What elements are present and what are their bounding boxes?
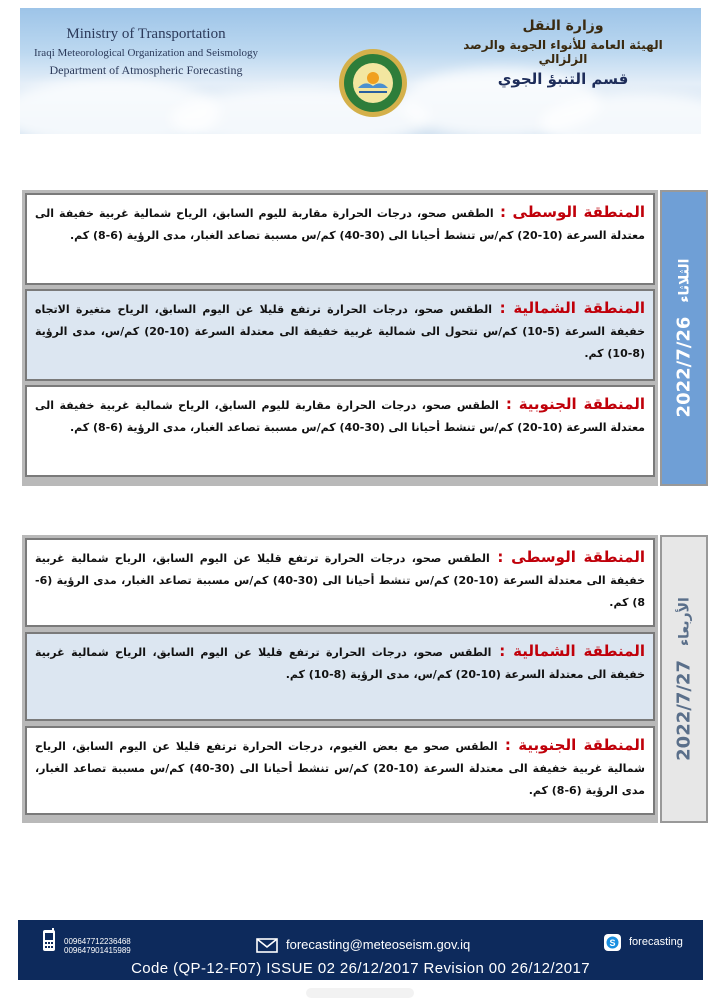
region-forecast-text: الطقس صحو، درجات الحرارة ترتفع قليلا عن اليوم السابق، الرياح شمالية غربية خفيفة الى معتدلة السرعة (10-20) كم/س، مدى الرؤية (8-10) كم. xyxy=(35,646,645,681)
skype-handle[interactable]: forecasting xyxy=(629,936,683,948)
phone-number[interactable]: 009647901415989 xyxy=(64,946,131,955)
forecast-date: 2022/7/27 xyxy=(673,660,695,761)
region-central: المنطقة الوسطى : الطقس صحو، درجات الحرارة ترتفع قليلا عن اليوم السابق، الرياح شمالية غربية خفيفة الى معتدلة السرعة (10-20) كم/س تنشط أحيانا الى (30-40) كم/س مسببة تصاعد الغبار، مدى الرؤية (6-8) كم. xyxy=(25,538,655,627)
department-name-ar: قسم التنبؤ الجوي xyxy=(497,70,629,88)
organization-name-en: Iraqi Meteorological Organization and Seismology xyxy=(33,47,259,59)
header-english xyxy=(26,26,266,78)
region-name: المنطقة الجنوبية xyxy=(518,736,645,754)
page-scroll-indicator[interactable] xyxy=(306,988,414,998)
forecast-date: 2022/7/26 xyxy=(673,316,695,418)
region-list xyxy=(22,535,658,823)
ministry-name-en: Ministry of Transportation xyxy=(66,26,226,42)
region-name: المنطقة الجنوبية xyxy=(518,395,645,413)
svg-text:S: S xyxy=(609,938,616,948)
region-forecast-text: الطقس صحو، درجات الحرارة مقاربة لليوم السابق، الرياح شمالية غربية خفيفة الى معتدلة السرعة (10-20) كم/س تنشط أحيانا الى (30-40) كم/س مسببة تصاعد الغبار، مدى الرؤية (6-8) كم. xyxy=(35,399,645,434)
contact-footer xyxy=(18,920,703,980)
region-list xyxy=(22,190,658,486)
region-name: المنطقة الشمالية xyxy=(513,642,645,660)
forecast-day-1 xyxy=(22,190,708,486)
ministry-name-ar: وزارة النقل xyxy=(522,18,604,34)
region-name: المنطقة الوسطى xyxy=(511,548,645,566)
phone-numbers xyxy=(64,937,131,955)
email-link[interactable]: forecasting@meteoseism.gov.iq xyxy=(286,937,471,952)
region-north: المنطقة الشمالية : الطقس صحو، درجات الحرارة ترتفع قليلا عن اليوم السابق، الرياح شمالية غربية خفيفة الى معتدلة السرعة (10-20) كم/س، مدى الرؤية (8-10) كم. xyxy=(25,632,655,721)
phone-number[interactable]: 009647712236468 xyxy=(64,937,131,946)
region-north: المنطقة الشمالية : الطقس صحو، درجات الحرارة ترتفع قليلا عن اليوم السابق، الرياح متغيرة الاتجاه خفيفة السرعة (5-10) كم/س تتحول الى شمالية غربية خفيفة الى معتدلة السرعة (10-20) كم/س، مدى الرؤية (8-10) كم. xyxy=(25,289,655,381)
region-south: المنطقة الجنوبية : الطقس صحو، درجات الحرارة مقاربة لليوم السابق، الرياح شمالية غربية خفيفة الى معتدلة السرعة (10-20) كم/س تنشط أحيانا الى (30-40) كم/س مسببة تصاعد الغبار، مدى الرؤية (6-8) كم. xyxy=(25,385,655,477)
header-arabic xyxy=(443,18,683,88)
region-forecast-text: الطقس صحو، درجات الحرارة مقاربة لليوم السابق، الرياح شمالية غربية خفيفة الى معتدلة السرعة (10-20) كم/س تنشط أحيانا الى (30-40) كم/س مسببة تصاعد الغبار، مدى الرؤية (6-8) كم. xyxy=(35,207,645,242)
header-banner xyxy=(20,8,701,134)
meteorological-organization-logo-icon xyxy=(338,48,408,118)
date-bar xyxy=(660,535,708,823)
region-name: المنطقة الوسطى xyxy=(512,203,645,221)
region-south: المنطقة الجنوبية : الطقس صحو مع بعض الغيوم، درجات الحرارة ترتفع قليلا عن اليوم السابق، الرياح شمالية غربية خفيفة الى معتدلة السرعة (10-20) كم/س تنشط أحيانا الى (30-40) كم/س مسببة تصاعد الغبار، مدى الرؤية (6-8) كم. xyxy=(25,726,655,815)
date-bar xyxy=(660,190,708,486)
organization-name-ar: الهيئة العامة للأنواء الجوية والرصد الزلزالي xyxy=(463,38,663,66)
region-forecast-text: الطقس صحو، درجات الحرارة ترتفع قليلا عن اليوم السابق، الرياح متغيرة الاتجاه خفيفة السرعة (5-10) كم/س تتحول الى شمالية غربية خفيفة الى معتدلة السرعة (10-20) كم/س، مدى الرؤية (8-10) كم. xyxy=(35,303,645,360)
region-forecast-text: الطقس صحو مع بعض الغيوم، درجات الحرارة ترتفع قليلا عن اليوم السابق، الرياح شمالية غربية خفيفة الى معتدلة السرعة (10-20) كم/س تنشط أحيانا الى (30-40) كم/س مسببة تصاعد الغبار، مدى الرؤية (6-8) كم. xyxy=(35,740,645,797)
region-name: المنطقة الشمالية xyxy=(513,299,645,317)
forecast-day-2 xyxy=(22,535,708,823)
day-name: الثلاثاء xyxy=(676,258,692,303)
skype-icon xyxy=(604,934,621,951)
document-code: Code (QP-12-F07) ISSUE 02 26/12/2017 Revision 00 26/12/2017 xyxy=(131,960,590,977)
region-forecast-text: الطقس صحو، درجات الحرارة ترتفع قليلا عن اليوم السابق، الرياح شمالية غربية خفيفة الى معتدلة السرعة (10-20) كم/س تنشط أحيانا الى (30-40) كم/س مسببة تصاعد الغبار، مدى الرؤية (6-8) كم. xyxy=(35,552,646,609)
department-name-en: Department of Atmospheric Forecasting xyxy=(49,63,243,77)
mail-icon xyxy=(256,938,278,953)
day-name: الأربعاء xyxy=(676,597,692,647)
region-central: المنطقة الوسطى : الطقس صحو، درجات الحرارة مقاربة لليوم السابق، الرياح شمالية غربية خفيفة الى معتدلة السرعة (10-20) كم/س تنشط أحيانا الى (30-40) كم/س مسببة تصاعد الغبار، مدى الرؤية (6-8) كم. xyxy=(25,193,655,285)
phone-icon xyxy=(42,928,56,952)
